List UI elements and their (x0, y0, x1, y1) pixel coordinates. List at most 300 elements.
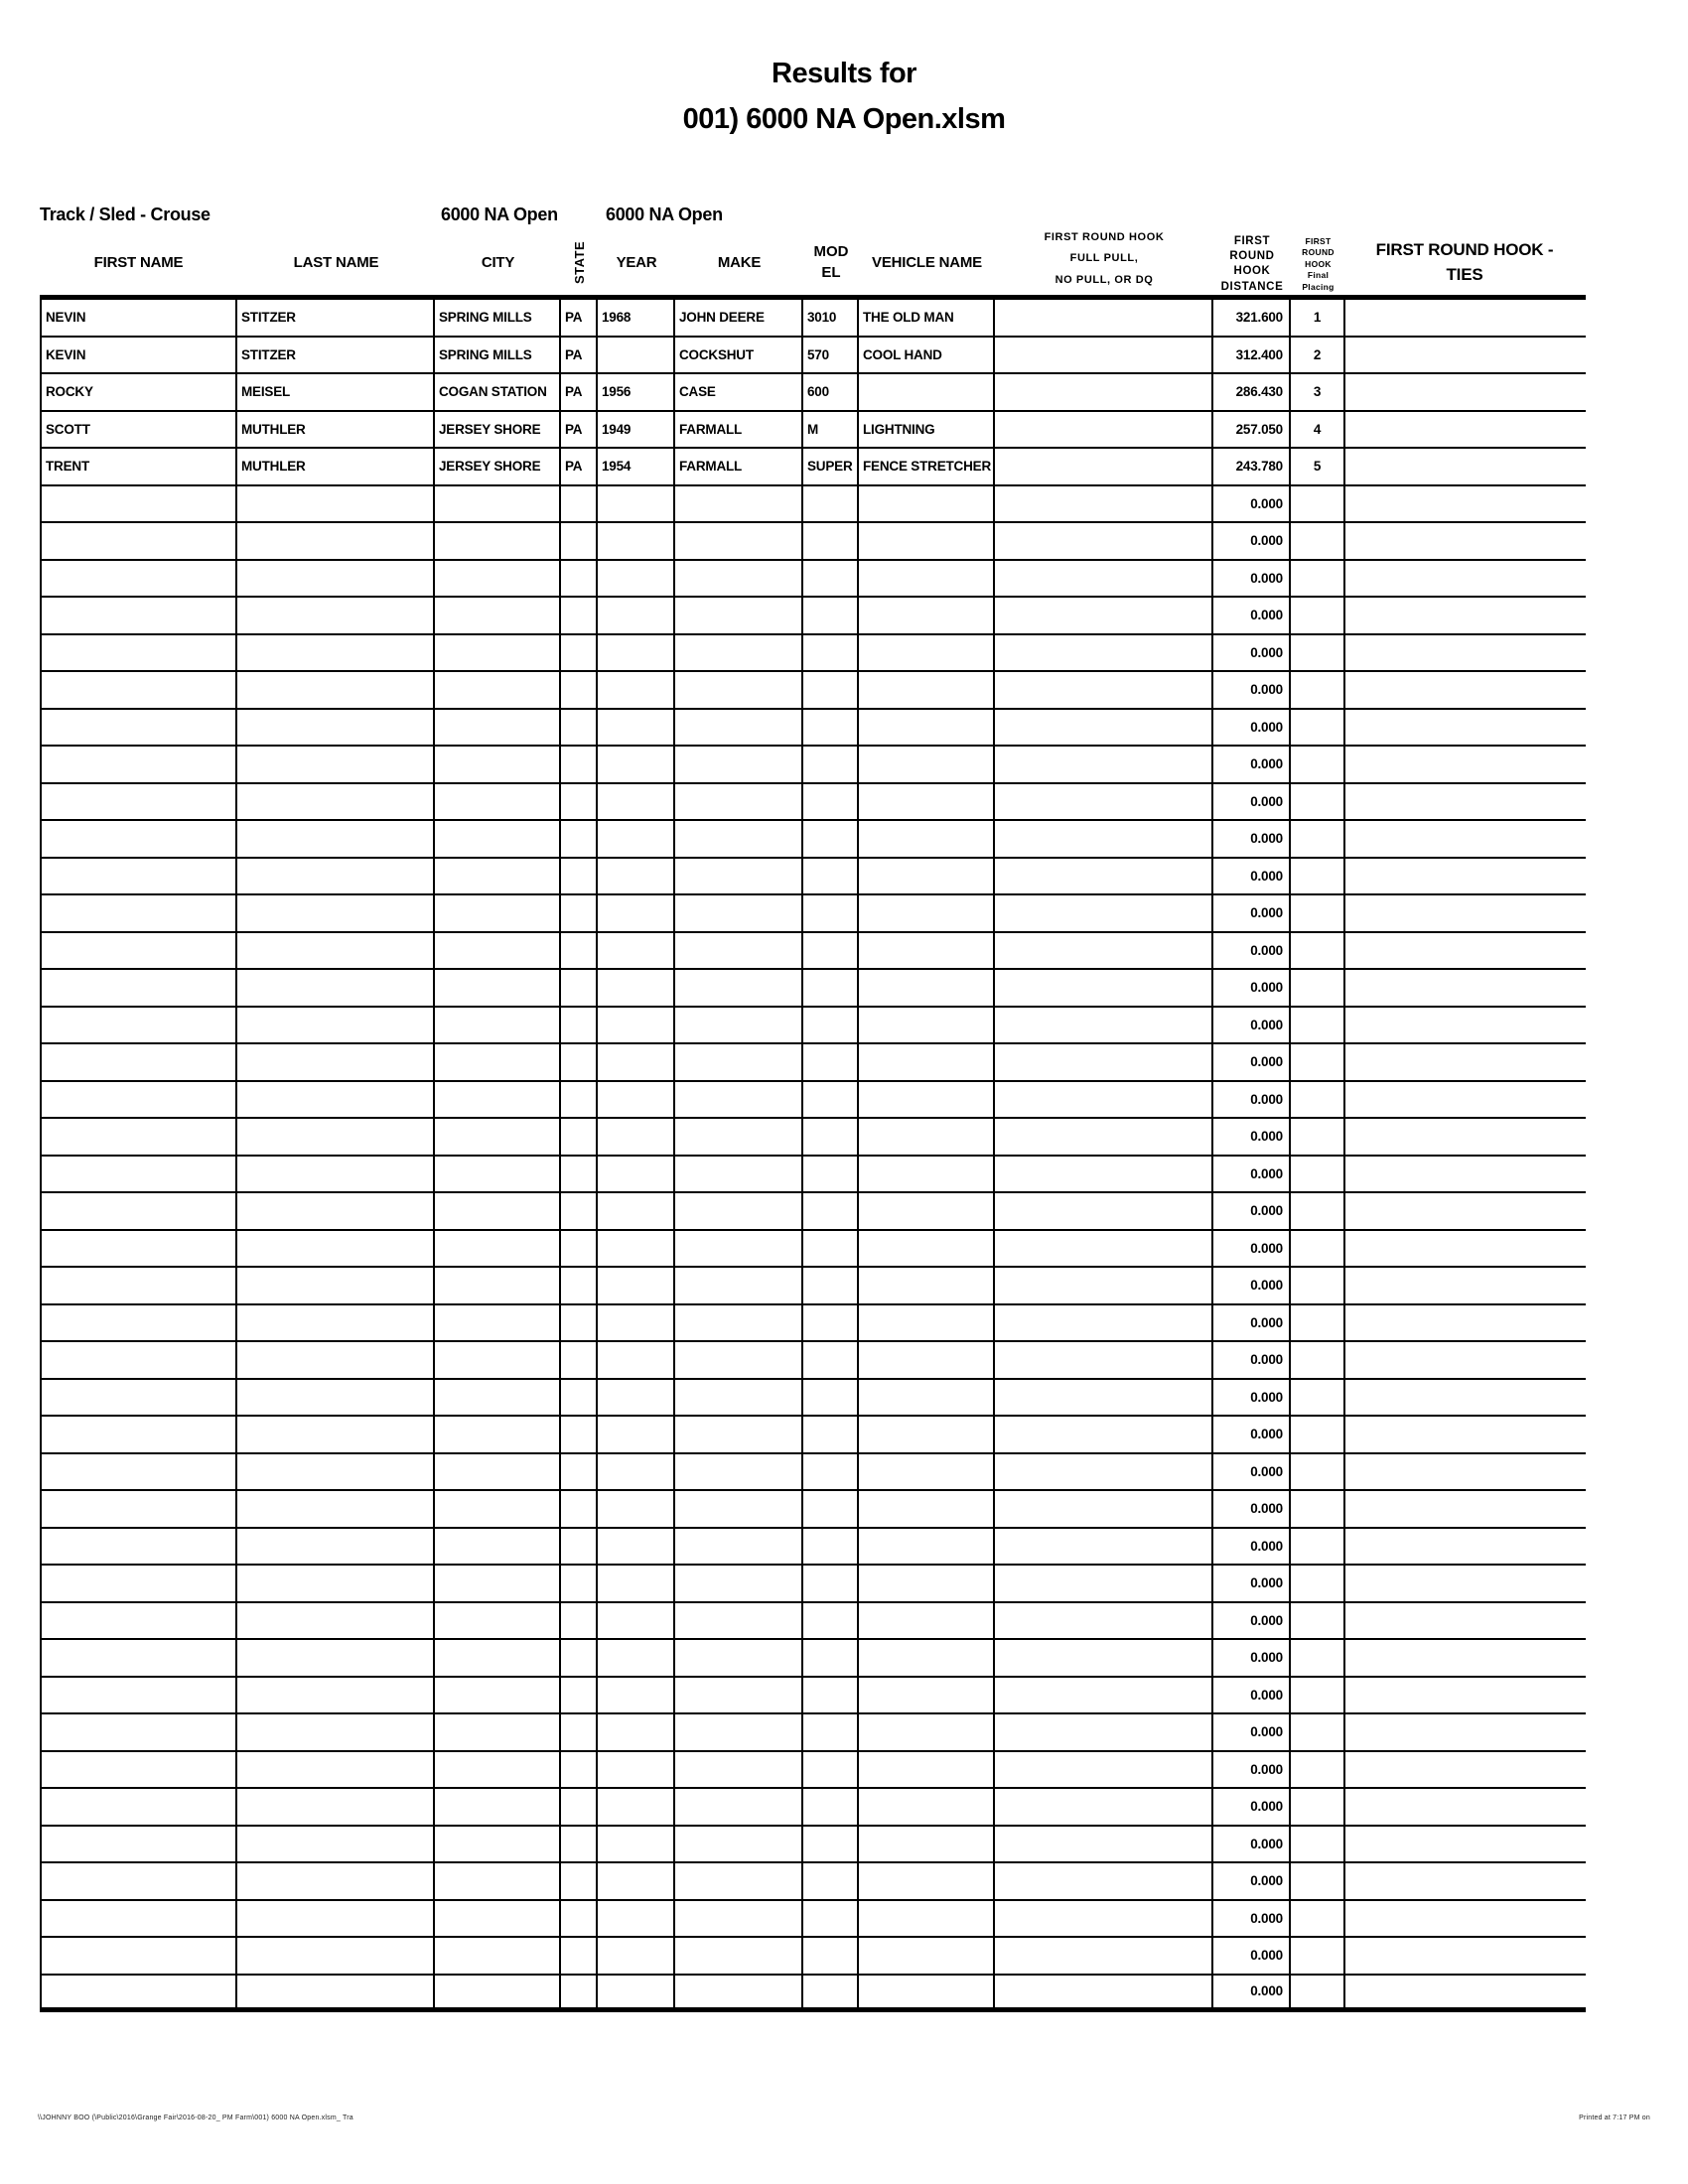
table-row (40, 1714, 1586, 1752)
cell-ties (1345, 449, 1584, 484)
cell-vehicle_name (859, 1529, 995, 1565)
cell-distance: 0.000 (1213, 1044, 1291, 1080)
cell-year (598, 710, 675, 746)
cell-year (598, 1342, 675, 1378)
cell-placing (1291, 1789, 1345, 1825)
cell-ties (1345, 1566, 1584, 1601)
table-row (40, 933, 1586, 971)
cell-make (675, 1008, 803, 1043)
cell-last_name (237, 1566, 435, 1601)
cell-first_name (40, 1529, 237, 1565)
cell-full_pull (995, 338, 1213, 373)
cell-first_name (40, 1305, 237, 1341)
cell-distance: 0.000 (1213, 1193, 1291, 1229)
cell-city (435, 1417, 561, 1452)
cell-vehicle_name: THE OLD MAN (859, 300, 995, 336)
cell-full_pull (995, 598, 1213, 633)
cell-ties (1345, 1008, 1584, 1043)
cell-city (435, 1678, 561, 1713)
cell-model (803, 784, 859, 820)
cell-vehicle_name (859, 895, 995, 931)
cell-ties (1345, 1976, 1584, 2008)
cell-ties (1345, 1342, 1584, 1378)
cell-model (803, 523, 859, 559)
cell-first_name (40, 635, 237, 671)
cell-last_name (237, 784, 435, 820)
cell-vehicle_name: FENCE STRETCHER (859, 449, 995, 484)
cell-state: PA (561, 338, 598, 373)
cell-model (803, 1157, 859, 1192)
column-header-full_pull: FIRST ROUND HOOK FULL PULL, NO PULL, OR DQ (1044, 230, 1165, 286)
cell-make (675, 747, 803, 782)
cell-year (598, 1863, 675, 1899)
cell-placing (1291, 747, 1345, 782)
footer-file-path: \\JOHNNY BOO (\Public\2016\Grange Fair\2016-08-20_ PM Farm\001) 6000 NA Open.xlsm_ Tra (38, 2115, 353, 2121)
cell-year (598, 486, 675, 522)
cell-last_name (237, 1157, 435, 1192)
cell-ties (1345, 821, 1584, 857)
cell-vehicle_name (859, 1789, 995, 1825)
cell-last_name (237, 1268, 435, 1303)
column-header-last_name: LAST NAME (293, 254, 379, 271)
cell-ties (1345, 933, 1584, 969)
page-title-line1: Results for (772, 58, 916, 89)
column-header-vehicle_name: VEHICLE NAME (872, 254, 982, 271)
cell-make (675, 895, 803, 931)
cell-state (561, 1789, 598, 1825)
cell-year (598, 1193, 675, 1229)
cell-make (675, 933, 803, 969)
cell-year (598, 859, 675, 894)
cell-city (435, 1305, 561, 1341)
cell-first_name (40, 523, 237, 559)
table-row (40, 1044, 1586, 1082)
cell-full_pull (995, 1566, 1213, 1601)
cell-vehicle_name: COOL HAND (859, 338, 995, 373)
cell-model (803, 1789, 859, 1825)
cell-make (675, 561, 803, 597)
cell-ties (1345, 784, 1584, 820)
cell-first_name (40, 672, 237, 708)
table-row (40, 821, 1586, 859)
cell-state (561, 747, 598, 782)
cell-last_name (237, 859, 435, 894)
table-row (40, 1491, 1586, 1529)
cell-model (803, 933, 859, 969)
cell-year (598, 338, 675, 373)
cell-state (561, 1491, 598, 1527)
cell-make (675, 672, 803, 708)
cell-make (675, 821, 803, 857)
cell-first_name: NEVIN (40, 300, 237, 336)
cell-vehicle_name (859, 933, 995, 969)
cell-state (561, 1529, 598, 1565)
cell-state: PA (561, 449, 598, 484)
cell-model: 570 (803, 338, 859, 373)
cell-last_name: STITZER (237, 300, 435, 336)
cell-last_name (237, 1529, 435, 1565)
cell-full_pull (995, 1938, 1213, 1974)
cell-full_pull (995, 710, 1213, 746)
cell-full_pull (995, 374, 1213, 410)
cell-city (435, 710, 561, 746)
cell-last_name (237, 1976, 435, 2008)
cell-first_name (40, 1454, 237, 1490)
cell-placing (1291, 1119, 1345, 1155)
cell-placing (1291, 1157, 1345, 1192)
cell-distance: 0.000 (1213, 821, 1291, 857)
cell-year (598, 1082, 675, 1118)
cell-city (435, 1342, 561, 1378)
cell-last_name (237, 1938, 435, 1974)
cell-ties (1345, 859, 1584, 894)
cell-city (435, 933, 561, 969)
cell-full_pull (995, 933, 1213, 969)
cell-city (435, 486, 561, 522)
column-header-first_name: FIRST NAME (93, 254, 184, 271)
class-name-1: 6000 NA Open (441, 205, 558, 224)
cell-last_name (237, 1082, 435, 1118)
cell-last_name (237, 1008, 435, 1043)
cell-state (561, 1044, 598, 1080)
cell-year (598, 1491, 675, 1527)
cell-distance: 0.000 (1213, 859, 1291, 894)
cell-distance: 0.000 (1213, 1305, 1291, 1341)
table-row (40, 1193, 1586, 1231)
cell-first_name (40, 1119, 237, 1155)
cell-full_pull (995, 1789, 1213, 1825)
cell-make (675, 1976, 803, 2008)
cell-placing: 4 (1291, 412, 1345, 448)
cell-placing (1291, 1193, 1345, 1229)
cell-ties (1345, 1863, 1584, 1899)
cell-first_name (40, 1678, 237, 1713)
table-header-row (40, 230, 1586, 300)
cell-first_name (40, 1827, 237, 1862)
cell-vehicle_name (859, 1454, 995, 1490)
cell-make (675, 1491, 803, 1527)
cell-distance: 0.000 (1213, 672, 1291, 708)
cell-last_name: MEISEL (237, 374, 435, 410)
cell-state (561, 1305, 598, 1341)
cell-full_pull (995, 1529, 1213, 1565)
cell-state (561, 1193, 598, 1229)
cell-state (561, 1752, 598, 1788)
cell-ties (1345, 747, 1584, 782)
cell-placing: 5 (1291, 449, 1345, 484)
cell-placing (1291, 1863, 1345, 1899)
cell-vehicle_name (859, 1008, 995, 1043)
cell-city (435, 859, 561, 894)
cell-full_pull (995, 1044, 1213, 1080)
cell-model (803, 1678, 859, 1713)
cell-first_name (40, 1157, 237, 1192)
cell-year (598, 635, 675, 671)
cell-distance: 0.000 (1213, 598, 1291, 633)
table-row (40, 635, 1586, 673)
cell-placing (1291, 1827, 1345, 1862)
cell-placing (1291, 895, 1345, 931)
cell-full_pull (995, 523, 1213, 559)
cell-full_pull (995, 486, 1213, 522)
cell-placing: 2 (1291, 338, 1345, 373)
cell-model: SUPER (803, 449, 859, 484)
cell-full_pull (995, 895, 1213, 931)
cell-distance: 0.000 (1213, 1380, 1291, 1416)
cell-distance: 257.050 (1213, 412, 1291, 448)
cell-year: 1949 (598, 412, 675, 448)
cell-first_name (40, 486, 237, 522)
table-row (40, 747, 1586, 784)
cell-first_name (40, 1044, 237, 1080)
cell-distance: 0.000 (1213, 710, 1291, 746)
cell-full_pull (995, 1827, 1213, 1862)
cell-last_name (237, 523, 435, 559)
cell-model (803, 1901, 859, 1937)
cell-first_name (40, 1901, 237, 1937)
cell-vehicle_name (859, 1640, 995, 1676)
table-row (40, 1640, 1586, 1678)
cell-state (561, 1008, 598, 1043)
cell-ties (1345, 1231, 1584, 1267)
cell-city (435, 821, 561, 857)
cell-year (598, 1603, 675, 1639)
column-header-placing: FIRST ROUND HOOK Final Placing (1302, 235, 1335, 292)
cell-year (598, 933, 675, 969)
table-row (40, 1082, 1586, 1120)
table-row (40, 1157, 1586, 1194)
cell-vehicle_name (859, 1678, 995, 1713)
cell-year (598, 895, 675, 931)
cell-full_pull (995, 300, 1213, 336)
cell-model (803, 1752, 859, 1788)
cell-city (435, 1901, 561, 1937)
cell-vehicle_name (859, 523, 995, 559)
cell-full_pull (995, 970, 1213, 1006)
cell-model (803, 1305, 859, 1341)
cell-make (675, 635, 803, 671)
cell-first_name (40, 933, 237, 969)
cell-model (803, 1082, 859, 1118)
cell-make (675, 1342, 803, 1378)
cell-year (598, 1231, 675, 1267)
cell-state: PA (561, 412, 598, 448)
cell-model (803, 1603, 859, 1639)
cell-last_name (237, 561, 435, 597)
cell-state (561, 933, 598, 969)
cell-distance: 0.000 (1213, 1901, 1291, 1937)
cell-full_pull (995, 1157, 1213, 1192)
cell-model (803, 747, 859, 782)
cell-city (435, 970, 561, 1006)
cell-vehicle_name (859, 1231, 995, 1267)
cell-model (803, 821, 859, 857)
cell-ties (1345, 710, 1584, 746)
cell-make (675, 1752, 803, 1788)
cell-last_name: STITZER (237, 338, 435, 373)
cell-ties (1345, 1119, 1584, 1155)
cell-ties (1345, 1603, 1584, 1639)
cell-full_pull (995, 1863, 1213, 1899)
cell-distance: 0.000 (1213, 970, 1291, 1006)
cell-year (598, 1714, 675, 1750)
cell-make (675, 1789, 803, 1825)
cell-model (803, 1827, 859, 1862)
cell-state (561, 784, 598, 820)
cell-full_pull (995, 1305, 1213, 1341)
cell-placing (1291, 672, 1345, 708)
cell-full_pull (995, 784, 1213, 820)
cell-vehicle_name (859, 486, 995, 522)
cell-placing (1291, 1491, 1345, 1527)
table-row (40, 710, 1586, 748)
cell-year (598, 1268, 675, 1303)
cell-last_name (237, 1901, 435, 1937)
cell-year (598, 784, 675, 820)
cell-make (675, 1157, 803, 1192)
cell-ties (1345, 1529, 1584, 1565)
cell-vehicle_name (859, 1491, 995, 1527)
cell-placing (1291, 821, 1345, 857)
cell-state (561, 1678, 598, 1713)
cell-distance: 0.000 (1213, 1603, 1291, 1639)
cell-placing (1291, 1566, 1345, 1601)
column-header-model: MOD EL (813, 243, 849, 281)
cell-city (435, 1938, 561, 1974)
cell-model (803, 1976, 859, 2008)
cell-make (675, 1863, 803, 1899)
cell-placing (1291, 486, 1345, 522)
cell-make (675, 1678, 803, 1713)
cell-vehicle_name (859, 1044, 995, 1080)
cell-model (803, 859, 859, 894)
cell-year (598, 821, 675, 857)
cell-last_name (237, 1714, 435, 1750)
cell-model: 3010 (803, 300, 859, 336)
cell-state (561, 1119, 598, 1155)
cell-last_name (237, 486, 435, 522)
cell-ties (1345, 1789, 1584, 1825)
cell-make (675, 1827, 803, 1862)
table-row (40, 300, 1586, 338)
cell-year: 1956 (598, 374, 675, 410)
table-row (40, 1268, 1586, 1305)
cell-full_pull (995, 1603, 1213, 1639)
cell-model (803, 970, 859, 1006)
cell-full_pull (995, 635, 1213, 671)
cell-make (675, 1082, 803, 1118)
cell-make (675, 1454, 803, 1490)
cell-distance: 0.000 (1213, 1938, 1291, 1974)
cell-distance: 0.000 (1213, 895, 1291, 931)
cell-year (598, 1305, 675, 1341)
cell-placing: 1 (1291, 300, 1345, 336)
cell-city: COGAN STATION (435, 374, 561, 410)
cell-full_pull (995, 1231, 1213, 1267)
cell-first_name (40, 1863, 237, 1899)
cell-model: M (803, 412, 859, 448)
cell-model (803, 1529, 859, 1565)
cell-state (561, 635, 598, 671)
cell-city (435, 1193, 561, 1229)
cell-ties (1345, 561, 1584, 597)
cell-make (675, 1268, 803, 1303)
cell-city (435, 1491, 561, 1527)
cell-first_name (40, 1231, 237, 1267)
cell-placing (1291, 1976, 1345, 2008)
cell-full_pull (995, 1901, 1213, 1937)
cell-make (675, 523, 803, 559)
cell-model (803, 672, 859, 708)
cell-ties (1345, 1268, 1584, 1303)
cell-ties (1345, 1193, 1584, 1229)
cell-model (803, 561, 859, 597)
cell-model (803, 1417, 859, 1452)
cell-year (598, 1901, 675, 1937)
cell-first_name (40, 1566, 237, 1601)
cell-placing (1291, 1901, 1345, 1937)
cell-make (675, 784, 803, 820)
cell-last_name (237, 1044, 435, 1080)
cell-city (435, 1640, 561, 1676)
cell-year (598, 523, 675, 559)
cell-year (598, 747, 675, 782)
cell-vehicle_name (859, 1714, 995, 1750)
cell-state (561, 1380, 598, 1416)
cell-ties (1345, 1157, 1584, 1192)
cell-placing (1291, 1008, 1345, 1043)
table-row (40, 672, 1586, 710)
cell-distance: 0.000 (1213, 1417, 1291, 1452)
cell-first_name (40, 1491, 237, 1527)
cell-first_name (40, 1938, 237, 1974)
cell-model (803, 1714, 859, 1750)
cell-state: PA (561, 300, 598, 336)
cell-placing (1291, 1938, 1345, 1974)
cell-placing (1291, 710, 1345, 746)
cell-placing (1291, 1454, 1345, 1490)
cell-vehicle_name: LIGHTNING (859, 412, 995, 448)
cell-first_name (40, 859, 237, 894)
cell-vehicle_name (859, 970, 995, 1006)
cell-city: SPRING MILLS (435, 300, 561, 336)
cell-city: SPRING MILLS (435, 338, 561, 373)
table-row (40, 1863, 1586, 1901)
cell-state (561, 821, 598, 857)
cell-first_name (40, 821, 237, 857)
cell-ties (1345, 412, 1584, 448)
cell-full_pull (995, 1380, 1213, 1416)
table-row (40, 1119, 1586, 1157)
cell-make: FARMALL (675, 449, 803, 484)
cell-make (675, 1231, 803, 1267)
cell-make (675, 1380, 803, 1416)
cell-state (561, 486, 598, 522)
cell-state (561, 598, 598, 633)
cell-first_name (40, 710, 237, 746)
cell-model (803, 1640, 859, 1676)
cell-city (435, 1976, 561, 2008)
cell-placing (1291, 1082, 1345, 1118)
cell-city (435, 1008, 561, 1043)
cell-city (435, 1119, 561, 1155)
cell-first_name: KEVIN (40, 338, 237, 373)
cell-model (803, 710, 859, 746)
cell-full_pull (995, 1008, 1213, 1043)
cell-distance: 0.000 (1213, 1491, 1291, 1527)
column-header-distance: FIRST ROUND HOOK DISTANCE (1220, 234, 1284, 293)
cell-last_name (237, 747, 435, 782)
